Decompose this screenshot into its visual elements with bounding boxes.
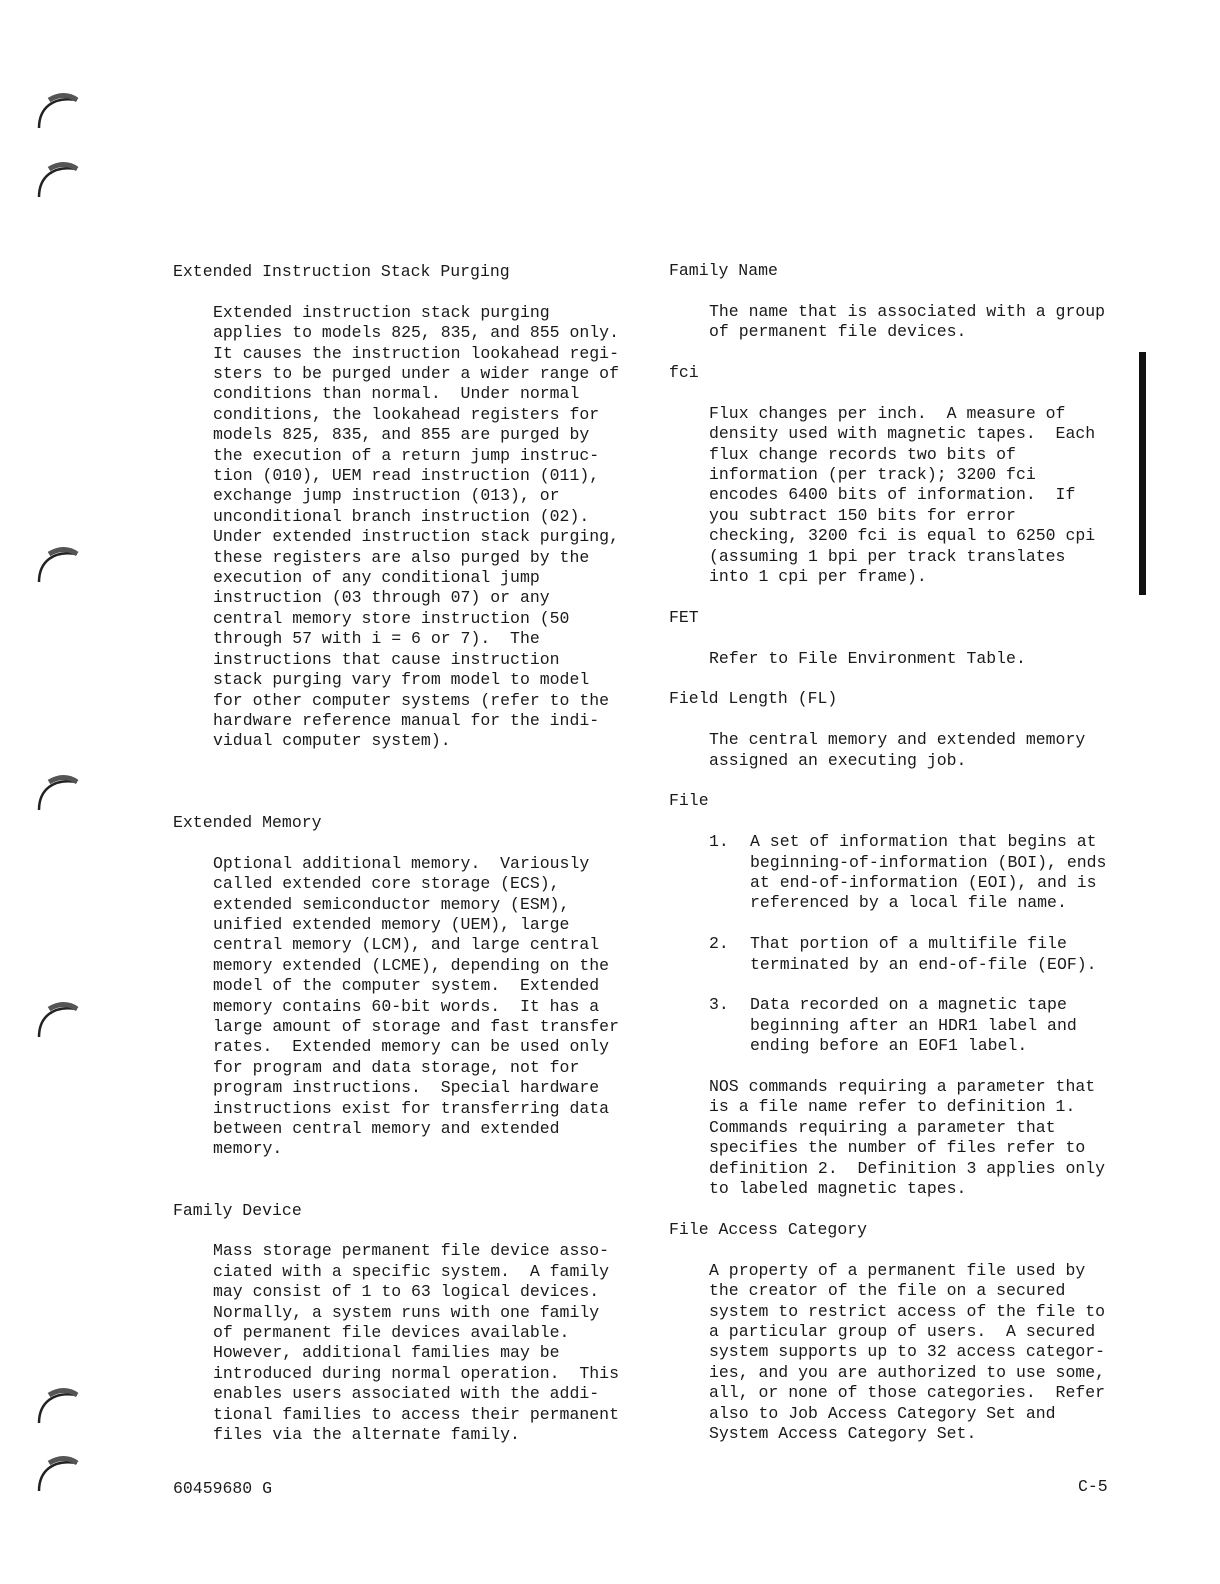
glossary-entry-family-device bbox=[173, 1201, 643, 1446]
numbered-definition bbox=[709, 832, 1139, 914]
glossary-definition: Flux changes per inch. A measure of density used with magnetic tapes. Each flux change records two bits of information (per track); 3200 fci encodes 6400 bits of information. If you subtract 150 bits for error checking, 3200 fci is equal to 6250 cpi (assuming 1 bpi per track translates into 1 cpi per frame). bbox=[709, 403, 1096, 587]
glossary-definition: Mass storage permanent file device asso- ciated with a specific system. A family may consist of 1 to 63 logical devices. Normally, a system runs with one family of permanent file devices available. However, additional families may be introduced during normal operation. This enables users associated with the addi- tional families to access their permanent files via the alternate family. bbox=[213, 1241, 619, 1445]
punch-hole-mark bbox=[35, 1383, 81, 1429]
glossary-term: Extended Memory bbox=[173, 812, 322, 832]
definition-text: That portion of a multifile file terminated by an end-of-file (EOF). bbox=[750, 934, 1097, 974]
glossary-definition: A property of a permanent file used by the creator of the file on a secured system to restrict access of the file to a particular group of users. A secured system supports up to 32 access categor- ies, and you are authorized to use some, all, or none of those categories. Refer also to Job Access Category Set and System Access Category Set. bbox=[709, 1260, 1106, 1443]
glossary-entry-extended-instruction-stack-purging bbox=[173, 262, 643, 752]
glossary-term: File Access Category bbox=[669, 1219, 868, 1239]
numbered-definition bbox=[709, 995, 1139, 1056]
punch-hole-mark bbox=[35, 157, 81, 203]
definition-number: 3. bbox=[709, 995, 729, 1015]
definition-number: 1. bbox=[709, 832, 729, 852]
punch-hole-mark bbox=[35, 997, 81, 1043]
glossary-definition: Refer to File Environment Table. bbox=[709, 648, 1026, 668]
punch-hole-mark bbox=[35, 542, 81, 588]
definition-text: A set of information that begins at beginning-of-information (BOI), ends at end-of-information (EOI), and is referenced by a local file name. bbox=[750, 832, 1107, 913]
glossary-definition: The central memory and extended memory assigned an executing job. bbox=[709, 730, 1086, 770]
glossary-definition: NOS commands requiring a parameter that is a file name refer to definition 1. Commands requiring a parameter that specifies the number of files refer to definition 2. Definition 3 applies only to labeled magnetic tapes. bbox=[709, 1077, 1106, 1199]
definition-number: 2. bbox=[709, 934, 729, 954]
punch-hole-mark bbox=[35, 770, 81, 816]
definition-text: Data recorded on a magnetic tape beginning after an HDR1 label and ending before an EOF1 label. bbox=[750, 995, 1077, 1056]
glossary-entry-field-length bbox=[669, 689, 1139, 771]
glossary-entry-fet bbox=[669, 608, 1139, 669]
document-number: 60459680 G bbox=[173, 1479, 273, 1498]
glossary-definition: Extended instruction stack purging applies to models 825, 835, and 855 only. It causes the instruction lookahead regi- sters to be purged under a wider range of conditions than normal. Under normal conditions, the lookahead registers for models 825, 835, and 855 are purged by the execution of a return jump instruc- tion (010), UEM read instruction (011), exchange jump instruction (013), or unconditional branch instruction (02). Under extended instruction stack purging, these registers are also purged by the execution of any conditional jump instruction (03 through 07) or any central memory store instruction (50 through 57 with i = 6 or 7). The instructions that cause instruction stack purging vary from model to model for other computer systems (refer to the hardware reference manual for the indi- vidual computer system). bbox=[213, 302, 619, 751]
right-column bbox=[669, 261, 1139, 1444]
glossary-term: File bbox=[669, 791, 709, 811]
punch-hole-mark bbox=[35, 88, 81, 134]
glossary-entry-extended-memory bbox=[173, 813, 643, 1160]
left-column bbox=[173, 262, 643, 1445]
glossary-term: fci bbox=[669, 363, 699, 382]
glossary-entry-file-access-category bbox=[669, 1220, 1139, 1444]
glossary-term: Family Name bbox=[669, 261, 778, 280]
glossary-entry-file bbox=[669, 791, 1139, 1199]
glossary-term: FET bbox=[669, 607, 699, 627]
glossary-term: Family Device bbox=[173, 1200, 302, 1220]
punch-hole-mark bbox=[35, 1451, 81, 1497]
glossary-definition: The name that is associated with a group of permanent file devices. bbox=[709, 301, 1106, 342]
glossary-entry-family-name bbox=[669, 261, 1139, 343]
glossary-term: Field Length (FL) bbox=[669, 689, 838, 709]
page-number: C-5 bbox=[1078, 1477, 1108, 1496]
glossary-term: Extended Instruction Stack Purging bbox=[173, 262, 510, 281]
glossary-entry-fci bbox=[669, 363, 1139, 587]
numbered-definition bbox=[709, 934, 1139, 975]
glossary-definition: Optional additional memory. Variously called extended core storage (ECS), extended semiconductor memory (ESM), unified extended memory (UEM), large central memory (LCM), and large central memory extended (LCME), depending on the model of the computer system. Extended memory contains 60-bit words. It has a large amount of storage and fast transfer rates. Extended memory can be used only for program and data storage, not for program instructions. Special hardware instructions exist for transferring data between central memory and extended memory. bbox=[213, 853, 619, 1159]
change-bar bbox=[1139, 352, 1146, 595]
